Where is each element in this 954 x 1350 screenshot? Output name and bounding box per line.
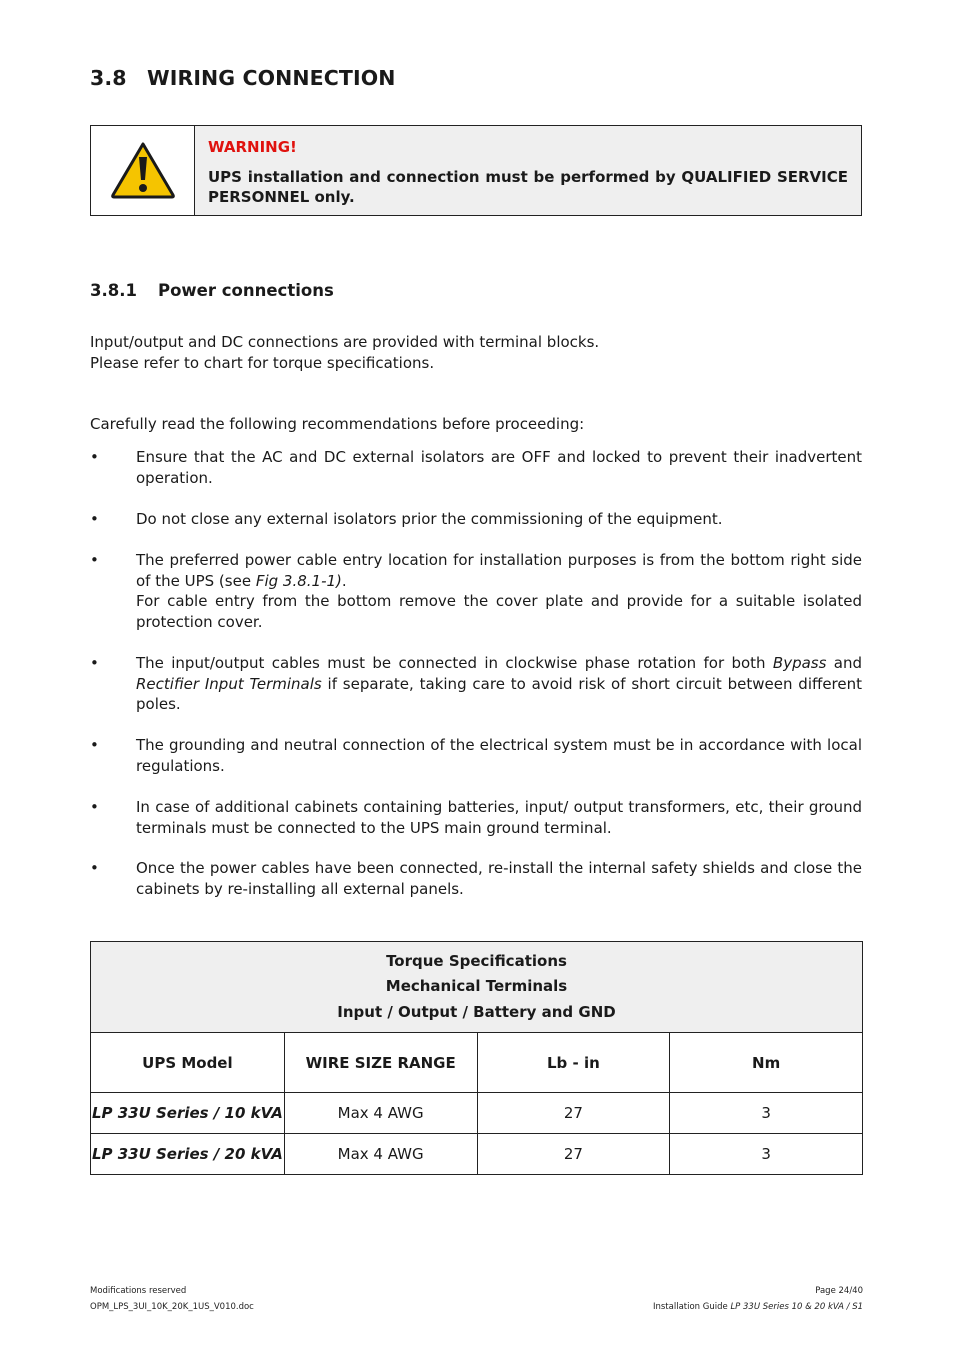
bullet-icon: • — [90, 859, 99, 877]
section-title: WIRING CONNECTION — [147, 66, 396, 90]
cell-model: LP 33U Series / 10 kVA — [91, 1093, 285, 1134]
bullet-icon: • — [90, 736, 99, 754]
bullet-text: The grounding and neutral connection of the electrical system must be in accordance with local regulations. — [136, 736, 862, 775]
intro-line-2: Please refer to chart for torque specifications. — [90, 354, 435, 372]
intro-line-1: Input/output and DC connections are provided with terminal blocks. — [90, 333, 600, 351]
footer-guide-model: LP 33U Series 10 & 20 kVA / S1 — [730, 1302, 863, 1312]
bullet-text-part: The preferred power cable entry location for installation purposes is from the bottom right side of the UPS (see — [136, 551, 862, 590]
bullet-text-part: if separate, taking care to avoid risk of short circuit between different poles. — [136, 674, 863, 713]
footer-page-number: Page 24/40 — [815, 1286, 863, 1296]
subsection-title: Power connections — [158, 281, 334, 300]
footer-filename: OPM_LPS_3UI_10K_20K_1US_V010.doc — [90, 1302, 254, 1312]
header-nm: Nm — [670, 1033, 863, 1093]
bypass-term: Bypass — [772, 654, 827, 672]
section-heading — [90, 66, 396, 90]
section-number: 3.8 — [90, 66, 127, 90]
subsection-heading — [90, 281, 334, 300]
cell-lb: 27 — [477, 1093, 670, 1134]
table-header-row — [91, 1033, 863, 1093]
bullet-icon: • — [90, 551, 99, 569]
warning-triangle-icon — [110, 141, 176, 199]
torque-table — [90, 941, 863, 1175]
bullet-text-part: . — [341, 571, 347, 590]
bullet-icon: • — [90, 448, 99, 466]
bullet-text-part: The input/output cables must be connected in clockwise phase rotation for both — [136, 654, 773, 672]
bullet-text — [136, 550, 862, 632]
bullet-text: Do not close any external isolators prior the commissioning of the equipment. — [136, 510, 723, 528]
header-lb-in: Lb - in — [477, 1033, 670, 1093]
footer-guide-label: Installation Guide — [652, 1302, 731, 1312]
table-title-row — [91, 942, 863, 1033]
warning-title: WARNING! — [208, 138, 297, 156]
table-row — [91, 1093, 863, 1134]
footer-guide — [653, 1302, 863, 1312]
table-title-3: Input / Output / Battery and GND — [337, 1002, 616, 1021]
bullet-text-part: For cable entry from the bottom remove the cover plate and provide for a suitable isolated protection cover. — [136, 592, 862, 631]
figure-reference: Fig 3.8.1-1) — [255, 571, 342, 590]
bullet-text-part: and — [826, 654, 863, 672]
bullet-icon: • — [90, 654, 99, 672]
bullet-text: Ensure that the AC and DC external isolators are OFF and locked to prevent their inadvertent operation. — [136, 448, 862, 487]
warning-body: UPS installation and connection must be performed by QUALIFIED SERVICE PERSONNEL only. — [208, 168, 848, 206]
warning-icon-cell — [91, 126, 195, 215]
table-title-cell — [91, 942, 863, 1033]
table-title-2: Mechanical Terminals — [385, 977, 568, 996]
subsection-number: 3.8.1 — [90, 281, 137, 300]
warning-box — [90, 125, 862, 216]
header-ups-model: UPS Model — [91, 1033, 285, 1093]
table-title-1: Torque Specifications — [386, 951, 567, 970]
cell-nm: 3 — [670, 1134, 863, 1175]
bullet-text: In case of additional cabinets containing batteries, input/ output transformers, etc, their ground terminals must be connected to the UPS main ground terminal. — [136, 798, 862, 837]
intro-line-3: Carefully read the following recommendations before proceeding: — [90, 415, 585, 433]
cell-wire: Max 4 AWG — [284, 1093, 477, 1134]
cell-nm: 3 — [670, 1093, 863, 1134]
cell-lb: 27 — [477, 1134, 670, 1175]
footer-modifications: Modifications reserved — [90, 1286, 187, 1296]
bullet-icon: • — [90, 798, 99, 816]
header-wire-size: WIRE SIZE RANGE — [284, 1033, 477, 1093]
rectifier-term: Rectifier Input Terminals — [136, 674, 322, 693]
bullet-text — [136, 653, 862, 715]
intro-paragraph — [90, 332, 862, 374]
cell-wire: Max 4 AWG — [284, 1134, 477, 1175]
table-row — [91, 1134, 863, 1175]
bullet-icon: • — [90, 510, 99, 528]
bullet-text: Once the power cables have been connected, re-install the internal safety shields and close the cabinets by re-installing all external panels. — [136, 859, 862, 898]
cell-model: LP 33U Series / 20 kVA — [91, 1134, 285, 1175]
